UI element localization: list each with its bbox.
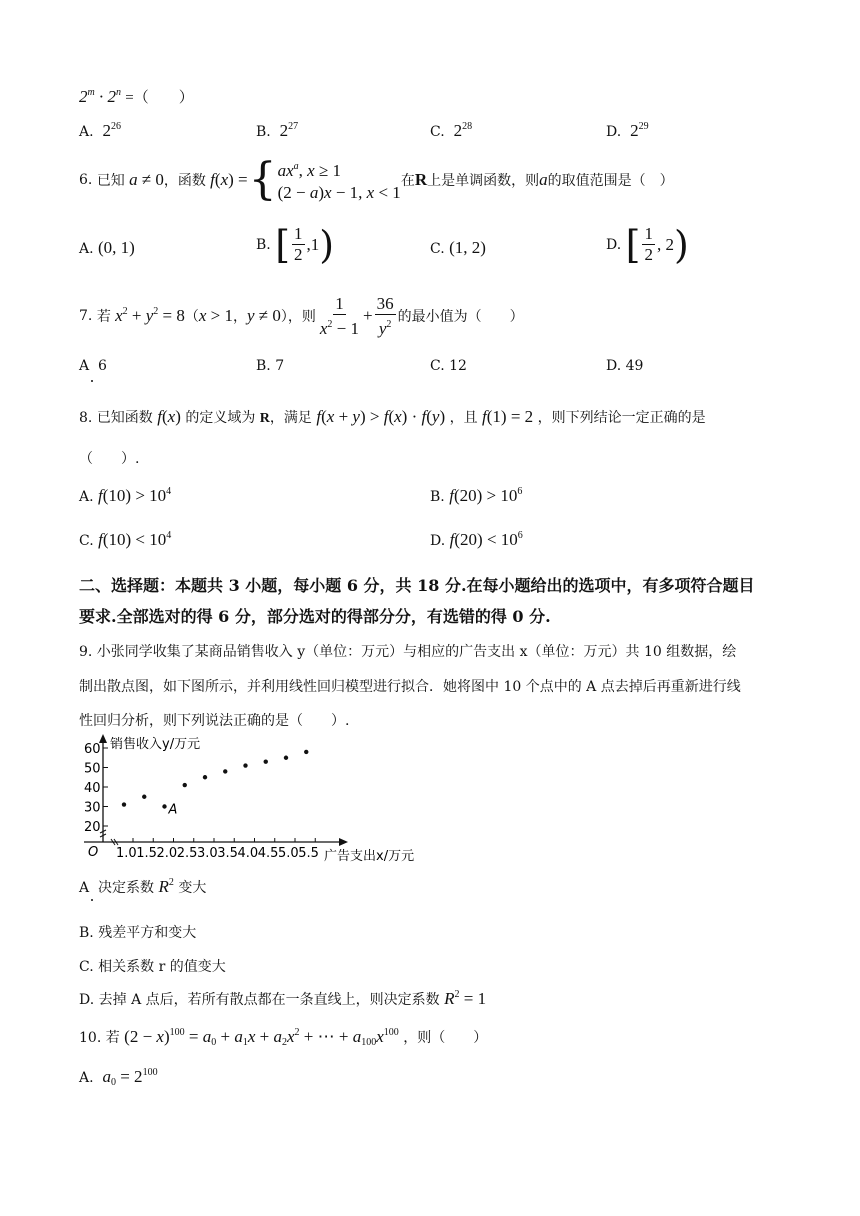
- q7-option-c[interactable]: C. 12: [430, 358, 467, 374]
- x-axis-label: 广告支出x/万元: [324, 849, 415, 864]
- section-heading-line1: 二、选择题：本题共 3 小题，每小题 6 分，共 18 分.在每小题给出的选项中，有多项符合题目: [79, 576, 755, 595]
- q7-option-a[interactable]: A 6: [79, 358, 107, 374]
- x-tick-label: 1.0: [116, 846, 137, 861]
- q5-option-b[interactable]: B. $2^{27}$: [256, 121, 299, 140]
- scatter-point: [284, 756, 288, 760]
- q9-line1: 9. 小张同学收集了某商品销售收入 y（单位：万元）与相应的广告支出 x（单位：万元）共 10 组数据，绘: [79, 644, 737, 660]
- x-tick-label: 4.0: [237, 846, 259, 861]
- y-axis-label: 销售收入y/万元: [110, 737, 201, 752]
- q6-option-a[interactable]: A. (0, 1): [79, 238, 135, 257]
- q5-option-a[interactable]: A. $2^{26}$: [79, 121, 121, 140]
- q8-option-a[interactable]: A. $f(10) > 10^4$: [79, 486, 172, 505]
- scatter-point: [243, 763, 247, 767]
- q9-option-b[interactable]: B. 残差平方和变大: [79, 925, 197, 941]
- q5-stem-tail: =（ ）: [125, 90, 194, 106]
- q5-option-c[interactable]: C. $2^{28}$: [430, 121, 473, 140]
- q6-option-b[interactable]: B. [ $\frac{1}{2}$ ,1 ): [256, 222, 335, 267]
- x-tick-label: 3.5: [217, 846, 238, 861]
- q6-option-d[interactable]: D. [ $\frac{1}{2}$ , 2 ): [606, 222, 689, 267]
- q8-option-b[interactable]: B. $f(20) > 10^6$: [430, 486, 523, 505]
- scatter-point: [264, 759, 268, 763]
- q8-stem: 8. 已知函数 f(x) 的定义域为 R，满足 f(x + y) > f(x) · f(y) ，且 f(1) = 2 ，则下列结论一定正确的是: [79, 407, 706, 426]
- scatter-point: [223, 769, 227, 773]
- q7-option-a-dot: [91, 380, 93, 382]
- y-tick-label: 20: [84, 820, 101, 835]
- q9-option-c[interactable]: C. 相关系数 r 的值变大: [79, 959, 226, 975]
- q7-option-b[interactable]: B. 7: [256, 358, 285, 374]
- q9-line2: 制出散点图，如下图所示，并利用线性回归模型进行拟合．她将图中 10 个点中的 A 点去掉后再重新进行线: [79, 679, 741, 695]
- q10-stem: 10. 若 $(2 - x)^{100} = a_0 + a_1x + a_2x^2$ + ⋯ + $a_{100}x^{100}$ ，则（ ）: [79, 1027, 488, 1048]
- x-tick-label: 4.5: [257, 846, 279, 861]
- section-heading-line2: 要求.全部选对的得 6 分，部分选对的得部分分，有选错的得 0 分.: [79, 607, 551, 626]
- q6-stem: 6. 已知 a ≠ 0 ，函数 f(x) = { $ax^a$, x ≥ 1 (2 − a)x − 1, x < 1 在 R 上是单调函数，则 a 的取值范围是（ ）: [79, 154, 674, 205]
- q9-option-d[interactable]: D. 去掉 A 点后，若所有散点都在一条直线上，则决定系数 $R^2 = 1$: [79, 989, 487, 1008]
- y-tick-label: 50: [84, 761, 101, 777]
- q9-option-a-dot: [91, 899, 93, 901]
- x-tick-label: 2.0: [156, 846, 178, 861]
- q6-option-c[interactable]: C. (1, 2): [430, 238, 486, 257]
- q10-option-a[interactable]: A. $a_0 = 2^{100}$: [79, 1067, 158, 1088]
- scatter-chart: [78, 732, 438, 868]
- x-tick-label: 1.5: [136, 846, 157, 861]
- q9-line3: 性回归分析，则下列说法正确的是（ ）.: [79, 713, 350, 729]
- q8-paren: （ ）.: [79, 451, 140, 467]
- q8-option-d[interactable]: D. $f(20) < 10^6$: [430, 530, 523, 549]
- q5-stem: $2^m \cdot 2^n$ =（ ）: [79, 87, 194, 106]
- point-label-a: A: [168, 802, 178, 818]
- q5-option-d[interactable]: D. $2^{29}$: [606, 121, 649, 140]
- scatter-point: [203, 775, 207, 779]
- q9-option-a[interactable]: A 决定系数 $R^2$ 变大: [79, 877, 207, 896]
- y-tick-label: 40: [84, 781, 101, 796]
- scatter-point: [183, 783, 187, 787]
- scatter-point: [304, 750, 308, 754]
- q7-stem: 7. 若 $x^2 + y^2 = 8$ （ x > 1 ， y ≠ 0 ），则 $\frac{1}{x^2 - 1}$ + $\frac{36}{y^2}$ 的最小值为（ ）: [79, 293, 524, 338]
- x-tick-label: 5.5: [298, 846, 319, 861]
- scatter-point: [162, 804, 166, 808]
- x-tick-label: 2.5: [176, 846, 198, 861]
- q7-option-d[interactable]: D. 49: [606, 358, 644, 374]
- scatter-point: [122, 802, 126, 806]
- origin-label: O: [88, 845, 99, 860]
- x-tick-label: 3.0: [197, 846, 218, 861]
- x-axis-arrow: [339, 838, 348, 846]
- scatter-point: [142, 795, 146, 799]
- q8-option-c[interactable]: C. $f(10) < 10^4$: [79, 530, 172, 549]
- y-tick-label: 30: [84, 800, 101, 816]
- y-tick-label: 60: [84, 742, 101, 757]
- x-tick-label: 5.0: [278, 846, 299, 861]
